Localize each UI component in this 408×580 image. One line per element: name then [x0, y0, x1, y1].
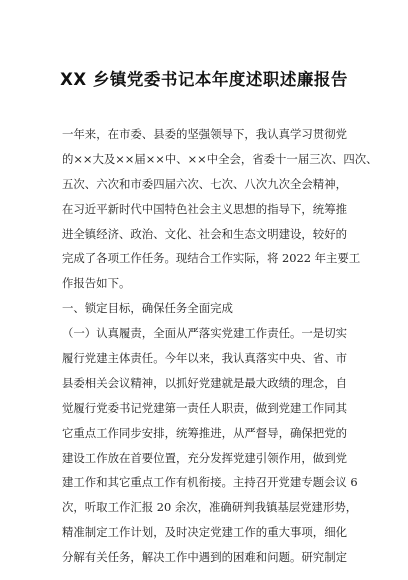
- body-line: 的××大及××届××中、××中全会，省委十一届三次、四次、: [62, 151, 378, 166]
- body-line: 县委相关会议精神，以抓好党建就是最大政绩的理念，自: [62, 375, 347, 390]
- body-line: 一、锁定目标，确保任务全面完成: [62, 301, 233, 316]
- body-line: 精准制定工作计划，及时决定党建工作的重大事项，细化: [62, 525, 347, 540]
- body-line: 建设工作放在首要位置，充分发挥党建引领作用，做到党: [62, 450, 347, 465]
- body-line: 觉履行党委书记党建第一责任人职责，做到党建工作同其: [62, 400, 347, 415]
- body-line: 它重点工作同步安排，统筹推进，从严督导，确保把党的: [62, 425, 347, 440]
- body-line: 进全镇经济、政治、文化、社会和生态文明建设，较好的: [62, 226, 347, 241]
- body-line: 建工作和其它重点工作有机衔接。主持召开党建专题会议 6: [62, 475, 358, 490]
- body-line: 履行党建主体责任。今年以来，我认真落实中央、省、市: [62, 351, 347, 366]
- body-line: 完成了各项工作任务。现结合工作实际，将 2022 年主要工: [62, 251, 361, 266]
- body-line: 一年来，在市委、县委的坚强领导下，我认真学习贯彻党: [62, 127, 347, 141]
- body-line: 次，听取工作汇报 20 余次，准确研判我镇基层党建形势，: [62, 500, 358, 515]
- body-line: 在习近平新时代中国特色社会主义思想的指导下，统筹推: [62, 201, 347, 216]
- body-line: 五次、六次和市委四届六次、七次、八次九次全会精神，: [62, 176, 347, 191]
- body-line: 作报告如下。: [62, 276, 131, 291]
- document-body: [62, 122, 378, 570]
- body-line: 分解有关任务，解决工作中遇到的困难和问题。研究制定: [62, 550, 347, 565]
- body-line: （一）认真履责，全面从严落实党建工作责任。一是切实: [62, 326, 347, 341]
- document-title: XX 乡镇党委书记本年度述职述廉报告: [60, 70, 348, 89]
